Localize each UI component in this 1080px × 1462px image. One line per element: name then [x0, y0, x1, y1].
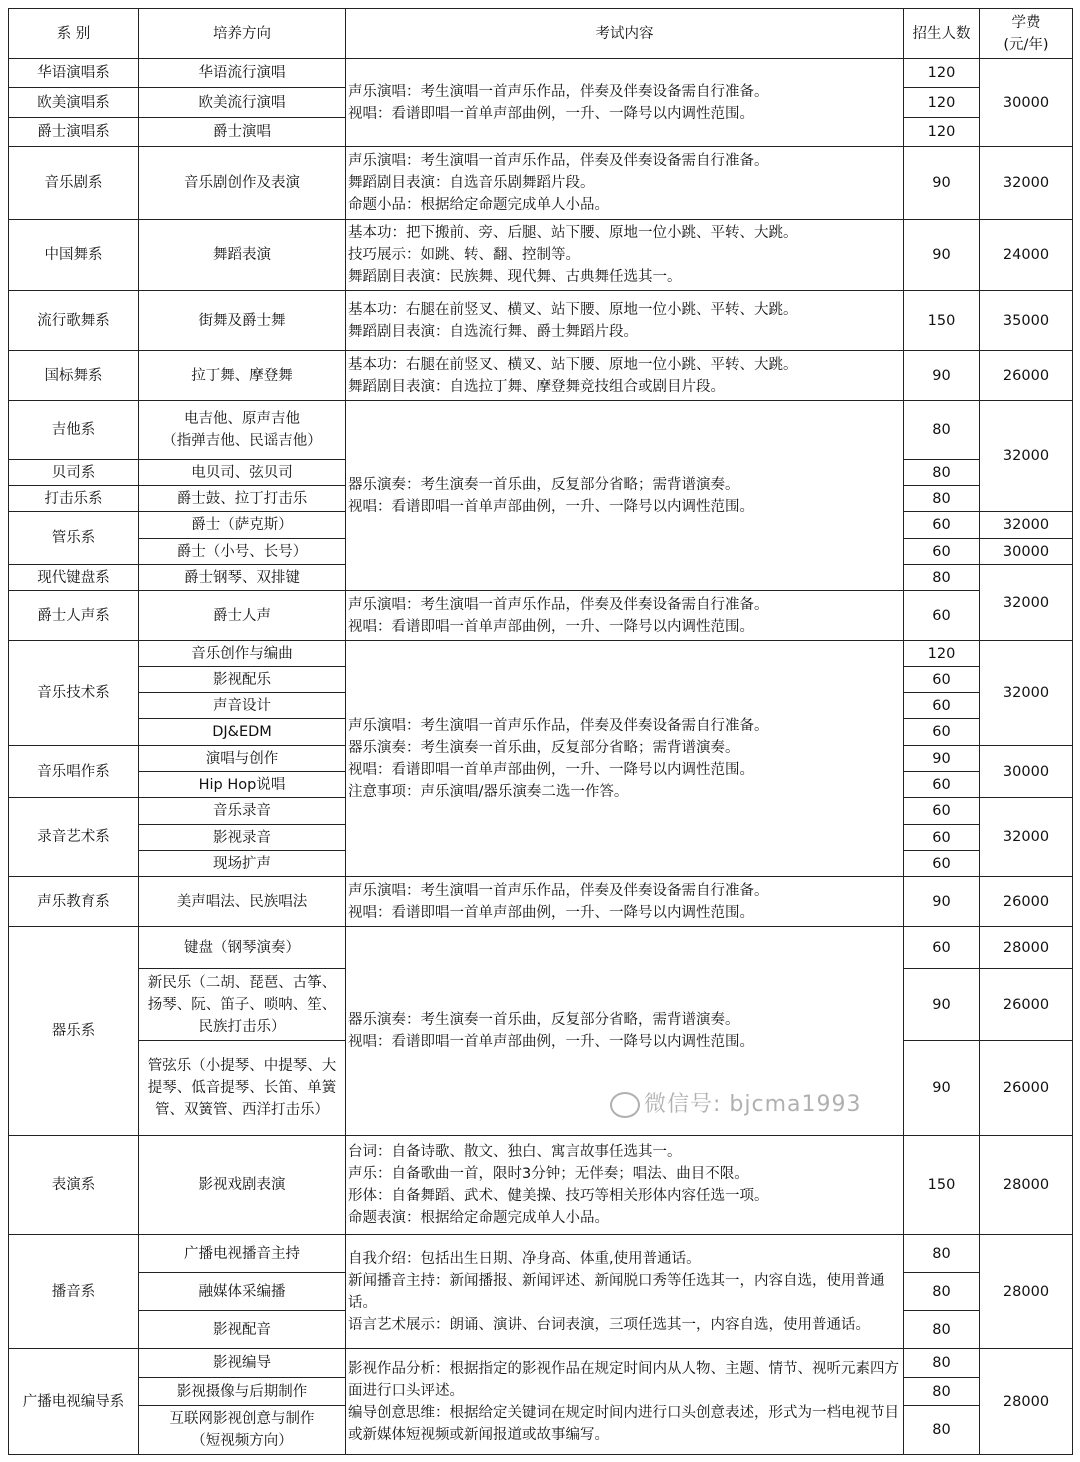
table-cell: 影视摄像与后期制作 — [139, 1378, 346, 1406]
table-cell: 华语演唱系 — [9, 59, 139, 88]
table-cell: 150 — [904, 291, 980, 351]
table-cell: 32000 — [980, 798, 1073, 877]
table-header-row — [9, 9, 1073, 59]
table-cell: 80 — [904, 401, 980, 460]
table-cell: 80 — [904, 1406, 980, 1455]
table-cell: 声音设计 — [139, 693, 346, 719]
table-cell: 爵士演唱 — [139, 118, 346, 147]
table-cell: 现代键盘系 — [9, 565, 139, 591]
table-cell: 80 — [904, 1273, 980, 1311]
table-cell: 60 — [904, 539, 980, 565]
table-cell: 影视录音 — [139, 825, 346, 851]
table-cell: 爵士钢琴、双排键 — [139, 565, 346, 591]
exam-content-cell: 基本功：右腿在前竖叉、横叉、站下腰、原地一位小跳、平转、大跳。 舞蹈剧目表演：自选流行舞、爵士舞蹈片段。 — [346, 291, 904, 351]
table-cell: 120 — [904, 59, 980, 88]
table-cell: 28000 — [980, 1136, 1073, 1235]
table-cell: 90 — [904, 877, 980, 927]
table-cell: 打击乐系 — [9, 486, 139, 512]
table-cell: 器乐系 — [9, 927, 139, 1136]
table-cell: 新民乐（二胡、琵琶、古筝、 扬琴、阮、笛子、唢呐、笙、 民族打击乐） — [139, 969, 346, 1041]
table-cell: 华语流行演唱 — [139, 59, 346, 88]
table-row — [9, 59, 1073, 88]
table-cell: 现场扩声 — [139, 851, 346, 877]
table-cell: 60 — [904, 667, 980, 693]
table-row — [9, 351, 1073, 401]
table-cell: 贝司系 — [9, 460, 139, 486]
table-cell: 80 — [904, 460, 980, 486]
table-cell: 90 — [904, 969, 980, 1041]
table-row — [9, 1136, 1073, 1235]
table-cell: 爵士人声 — [139, 591, 346, 641]
table-row — [9, 591, 1073, 641]
table-cell: 爵士（小号、长号） — [139, 539, 346, 565]
table-cell: 广播电视编导系 — [9, 1349, 139, 1455]
wechat-logo-icon — [610, 1092, 640, 1118]
table-cell: 30000 — [980, 539, 1073, 565]
table-cell: 80 — [904, 565, 980, 591]
exam-content-cell: 自我介绍：包括出生日期、净身高、体重,使用普通话。 新闻播音主持：新闻播报、新闻评述、新闻脱口秀等任选其一，内容自选，使用普通话。 语言艺术展示：朗诵、演讲、台词表演，三项任选其一，内容自选，使用普通话。 — [346, 1235, 904, 1349]
table-row — [9, 401, 1073, 460]
table-cell: 爵士（萨克斯） — [139, 512, 346, 539]
table-cell: 28000 — [980, 1349, 1073, 1455]
table-cell: 80 — [904, 486, 980, 512]
table-cell: 声乐教育系 — [9, 877, 139, 927]
table-cell: 90 — [904, 1041, 980, 1136]
table-cell: 120 — [904, 88, 980, 118]
table-cell: 60 — [904, 851, 980, 877]
table-cell: 中国舞系 — [9, 220, 139, 291]
watermark-text: 微信号: bjcma1993 — [644, 1092, 862, 1117]
table-cell: 80 — [904, 1349, 980, 1378]
table-cell: 32000 — [980, 565, 1073, 641]
table-cell: 60 — [904, 798, 980, 825]
table-cell: 80 — [904, 1311, 980, 1349]
table-cell: 26000 — [980, 1041, 1073, 1136]
exam-content-cell: 声乐演唱：考生演唱一首声乐作品，伴奏及伴奏设备需自行准备。 器乐演奏：考生演奏一首乐曲，反复部分省略；需背谱演奏。 视唱：看谱即唱一首单声部曲例，一升、一降号以内调性范围。 注意事项：声乐演唱/器乐演奏二选一作答。 — [346, 641, 904, 877]
table-cell: 26000 — [980, 351, 1073, 401]
table-cell: 舞蹈表演 — [139, 220, 346, 291]
table-cell: 键盘（钢琴演奏） — [139, 927, 346, 969]
exam-content-cell: 基本功：把下搬前、旁、后腿、站下腰、原地一位小跳、平转、大跳。 技巧展示：如跳、转、翻、控制等。 舞蹈剧目表演：民族舞、现代舞、古典舞任选其一。 — [346, 220, 904, 291]
table-cell: 60 — [904, 772, 980, 798]
table-cell: 音乐剧系 — [9, 147, 139, 220]
table-cell: 60 — [904, 825, 980, 851]
table-cell: 爵士鼓、拉丁打击乐 — [139, 486, 346, 512]
table-row — [9, 877, 1073, 927]
table-cell: 90 — [904, 220, 980, 291]
table-cell: 90 — [904, 746, 980, 772]
table-cell: 广播电视播音主持 — [139, 1235, 346, 1273]
table-cell: 150 — [904, 1136, 980, 1235]
table-cell: 60 — [904, 693, 980, 719]
table-cell: 60 — [904, 927, 980, 969]
table-cell: 播音系 — [9, 1235, 139, 1349]
table-cell: 32000 — [980, 512, 1073, 539]
exam-content-cell: 声乐演唱：考生演唱一首声乐作品，伴奏及伴奏设备需自行准备。 舞蹈剧目表演：自选音乐剧舞蹈片段。 命题小品：根据给定命题完成单人小品。 — [346, 147, 904, 220]
table-cell: 管弦乐（小提琴、中提琴、大 提琴、低音提琴、长笛、单簧 管、双簧管、西洋打击乐） — [139, 1041, 346, 1136]
table-cell: 电吉他、原声吉他 （指弹吉他、民谣吉他） — [139, 401, 346, 460]
table-cell: 音乐唱作系 — [9, 746, 139, 798]
table-cell: 90 — [904, 147, 980, 220]
table-cell: 电贝司、弦贝司 — [139, 460, 346, 486]
table-cell: 60 — [904, 512, 980, 539]
table-cell: 32000 — [980, 641, 1073, 746]
table-cell: 28000 — [980, 1235, 1073, 1349]
exam-content-cell: 基本功：右腿在前竖叉、横叉、站下腰、原地一位小跳、平转、大跳。 舞蹈剧目表演：自选拉丁舞、摩登舞竞技组合或剧目片段。 — [346, 351, 904, 401]
exam-content-cell: 器乐演奏：考生演奏一首乐曲，反复部分省略，需背谱演奏。 视唱：看谱即唱一首单声部曲例，一升、一降号以内调性范围。 — [346, 927, 904, 1136]
header-department: 系 别 — [9, 9, 139, 59]
table-cell: 录音艺术系 — [9, 798, 139, 877]
table-cell: 35000 — [980, 291, 1073, 351]
table-cell: 拉丁舞、摩登舞 — [139, 351, 346, 401]
exam-content-cell: 声乐演唱：考生演唱一首声乐作品，伴奏及伴奏设备需自行准备。 视唱：看谱即唱一首单声部曲例，一升、一降号以内调性范围。 — [346, 59, 904, 147]
table-row — [9, 220, 1073, 291]
table-cell: 120 — [904, 118, 980, 147]
table-cell: Hip Hop说唱 — [139, 772, 346, 798]
table-cell: 24000 — [980, 220, 1073, 291]
header-exam-content: 考试内容 — [346, 9, 904, 59]
table-cell: 60 — [904, 719, 980, 746]
table-row — [9, 1349, 1073, 1378]
table-cell: 街舞及爵士舞 — [139, 291, 346, 351]
table-row — [9, 927, 1073, 969]
table-cell: 30000 — [980, 59, 1073, 147]
table-cell: 音乐录音 — [139, 798, 346, 825]
table-cell: 音乐技术系 — [9, 641, 139, 746]
header-enrollment: 招生人数 — [904, 9, 980, 59]
table-cell: 26000 — [980, 969, 1073, 1041]
exam-content-cell: 器乐演奏：考生演奏一首乐曲，反复部分省略；需背谱演奏。 视唱：看谱即唱一首单声部曲例，一升、一降号以内调性范围。 — [346, 401, 904, 591]
table-cell: 影视配乐 — [139, 667, 346, 693]
admissions-table — [8, 8, 1073, 1455]
table-cell: 融媒体采编播 — [139, 1273, 346, 1311]
table-cell: DJ&EDM — [139, 719, 346, 746]
table-cell: 欧美流行演唱 — [139, 88, 346, 118]
table-cell: 32000 — [980, 147, 1073, 220]
table-cell: 30000 — [980, 746, 1073, 798]
table-cell: 26000 — [980, 877, 1073, 927]
table-cell: 流行歌舞系 — [9, 291, 139, 351]
table-cell: 互联网影视创意与制作 （短视频方向） — [139, 1406, 346, 1455]
table-cell: 60 — [904, 591, 980, 641]
header-direction: 培养方向 — [139, 9, 346, 59]
table-cell: 影视戏剧表演 — [139, 1136, 346, 1235]
watermark — [610, 1092, 861, 1118]
exam-content-cell: 声乐演唱：考生演唱一首声乐作品，伴奏及伴奏设备需自行准备。 视唱：看谱即唱一首单声部曲例，一升、一降号以内调性范围。 — [346, 591, 904, 641]
table-cell: 音乐剧创作及表演 — [139, 147, 346, 220]
table-cell: 爵士演唱系 — [9, 118, 139, 147]
exam-content-cell: 声乐演唱：考生演唱一首声乐作品，伴奏及伴奏设备需自行准备。 视唱：看谱即唱一首单声部曲例，一升、一降号以内调性范围。 — [346, 877, 904, 927]
table-row — [9, 291, 1073, 351]
table-row — [9, 1235, 1073, 1273]
exam-content-cell: 台词：自备诗歌、散文、独白、寓言故事任选其一。 声乐：自备歌曲一首，限时3分钟；无伴奏；唱法、曲目不限。 形体：自备舞蹈、武术、健美操、技巧等相关形体内容任选一项。 命题表演：根据给定命题完成单人小品。 — [346, 1136, 904, 1235]
table-row — [9, 641, 1073, 667]
table-cell: 吉他系 — [9, 401, 139, 460]
table-cell: 演唱与创作 — [139, 746, 346, 772]
table-cell: 管乐系 — [9, 512, 139, 565]
table-cell: 120 — [904, 641, 980, 667]
exam-content-cell: 影视作品分析：根据指定的影视作品在规定时间内从人物、主题、情节、视听元素四方面进行口头评述。 编导创意思维：根据给定关键词在规定时间内进行口头创意表述，形式为一档电视节目或新媒体短视频或新闻报道或故事编写。 — [346, 1349, 904, 1455]
table-cell: 音乐创作与编曲 — [139, 641, 346, 667]
table-cell: 80 — [904, 1378, 980, 1406]
table-row — [9, 147, 1073, 220]
table-cell: 28000 — [980, 927, 1073, 969]
header-tuition: 学费 (元/年) — [980, 9, 1073, 59]
table-cell: 32000 — [980, 401, 1073, 512]
table-cell: 欧美演唱系 — [9, 88, 139, 118]
table-cell: 影视配音 — [139, 1311, 346, 1349]
table-body — [9, 59, 1073, 1455]
table-cell: 美声唱法、民族唱法 — [139, 877, 346, 927]
table-cell: 影视编导 — [139, 1349, 346, 1378]
table-cell: 爵士人声系 — [9, 591, 139, 641]
table-cell: 国标舞系 — [9, 351, 139, 401]
table-cell: 90 — [904, 351, 980, 401]
table-cell: 表演系 — [9, 1136, 139, 1235]
table-cell: 80 — [904, 1235, 980, 1273]
